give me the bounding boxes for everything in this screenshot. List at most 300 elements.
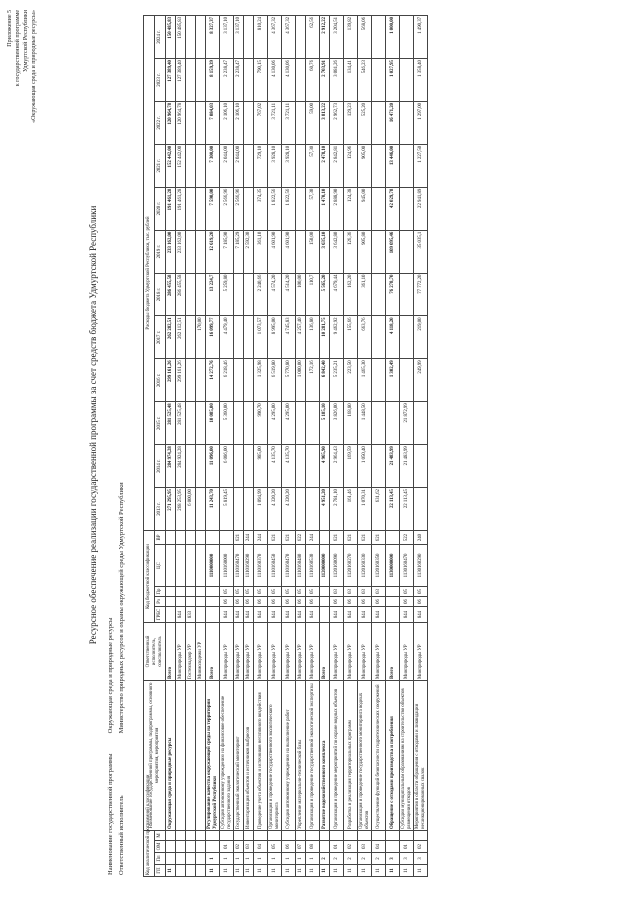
cell-expense: 262 282,51 <box>166 316 176 359</box>
cell-om: 01 <box>220 841 234 853</box>
cell-expense: 7 185,90 <box>220 230 234 273</box>
cell-gp: 11 <box>244 865 254 877</box>
cell-expense <box>244 187 254 230</box>
cell-gp: 11 <box>344 865 358 877</box>
cell-pr <box>196 587 206 597</box>
table-row <box>268 16 282 877</box>
appendix-note <box>6 10 38 260</box>
cell-name: Обращение с отходами производства и потребления <box>386 681 400 831</box>
cell-pp: 2 <box>358 853 372 865</box>
program-name-row <box>107 618 114 875</box>
cell-pp: 1 <box>282 853 296 865</box>
cell-expense: 4 295,00 <box>282 402 296 445</box>
cell-expense: 162,20 <box>344 273 358 316</box>
cell-pp: 2 <box>320 853 330 865</box>
cell-rz: 06 <box>344 597 358 607</box>
cell-expense <box>186 316 196 359</box>
cell-expense: 1 302,49 <box>386 359 400 402</box>
cell-expense: 59,00 <box>306 101 320 144</box>
cell-expense <box>244 101 254 144</box>
cell-expense <box>196 16 206 59</box>
cell-om <box>186 841 196 853</box>
cell-m <box>268 831 282 841</box>
cell-expense <box>186 144 196 187</box>
cell-expense: 2 106,10 <box>220 101 234 144</box>
cell-expense <box>296 402 306 445</box>
cell-gp: 11 <box>220 865 234 877</box>
cell-gp: 11 <box>282 865 296 877</box>
cell-rz <box>166 597 176 607</box>
cell-expense: 810,24 <box>254 16 268 59</box>
cell-cs: 1130160470 <box>400 545 414 587</box>
cell-expense <box>400 273 414 316</box>
cell-name: Организация и проведение мероприятий по охране водных объектов <box>330 681 344 831</box>
cell-om: 04 <box>372 841 386 853</box>
cell-expense: 3 928,10 <box>282 144 296 187</box>
cell-expense: 2 240,66 <box>254 273 268 316</box>
cell-expense: 60,76 <box>306 59 320 102</box>
cell-expense: 6 842,40 <box>320 359 330 402</box>
cell-expense: 2 566,96 <box>234 187 244 230</box>
year-header: 2013 г. <box>155 488 166 531</box>
cell-expense: 2 044,00 <box>220 144 234 187</box>
cell-expense: 2 478,10 <box>320 144 330 187</box>
appendix-line: «Окружающая среда и природные ресурсы» <box>31 10 37 123</box>
cell-name: Окружающая среда и природные ресурсы <box>166 681 176 831</box>
cell-expense: 1 027,95 <box>386 59 400 102</box>
table-row <box>234 16 244 877</box>
cell-m <box>296 831 306 841</box>
cell-expense <box>296 230 306 273</box>
cell-expense: 170,00 <box>196 316 206 359</box>
cell-pr <box>320 587 330 597</box>
resource-table <box>143 15 428 877</box>
table-row <box>330 16 344 877</box>
cell-m <box>320 831 330 841</box>
cell-m <box>344 831 358 841</box>
cell-cs: 1110160530 <box>306 545 320 587</box>
cell-name: Разработка и реализация территориальных программ <box>344 681 358 831</box>
cell-expense: 169,59 <box>344 445 358 488</box>
cell-rz: 06 <box>306 597 320 607</box>
expenses-header: Расходы бюджета Удмуртской Республики, тыс. рублей <box>144 16 155 531</box>
cell-resp: Всего <box>386 623 400 681</box>
cell-resp: Минприроды УР <box>282 623 296 681</box>
cell-om <box>176 841 186 853</box>
table-row <box>206 16 220 877</box>
cell-grbs: 844 <box>296 607 306 623</box>
cell-expense <box>196 359 206 402</box>
cell-vr: 621 <box>372 531 386 545</box>
cell-expense <box>296 16 306 59</box>
cell-pp: 2 <box>344 853 358 865</box>
appendix-line: к государственной программе <box>15 10 21 87</box>
cell-gp: 11 <box>306 865 320 877</box>
cell-vr <box>320 531 330 545</box>
cell-expense <box>372 445 386 488</box>
cell-vr: 240 <box>414 531 428 545</box>
cell-vr: 244 <box>244 531 254 545</box>
cell-expense <box>234 488 244 531</box>
cell-expense: 13 224,7 <box>206 273 220 316</box>
cell-rz <box>386 597 400 607</box>
cell-cs: 1110160470 <box>234 545 244 587</box>
cell-m <box>254 831 268 841</box>
cell-expense: 10 085,00 <box>206 402 220 445</box>
cell-cs: 1120160090 <box>330 545 344 587</box>
cell-expense: 4 130,06 <box>268 59 282 102</box>
cell-expense: 729,10 <box>254 144 268 187</box>
vr-header: ВР <box>155 531 166 545</box>
cell-expense: 4 295,00 <box>268 402 282 445</box>
cell-expense: 3 721,11 <box>268 101 282 144</box>
cell-expense: 5 819,45 <box>220 488 234 531</box>
cell-expense: 191 461,28 <box>166 187 176 230</box>
cell-m <box>330 831 344 841</box>
cell-expense: 3 635,10 <box>320 230 330 273</box>
cell-expense: 2 238,47 <box>234 59 244 102</box>
cell-expense: 13 446,00 <box>386 144 400 187</box>
cell-expense <box>186 59 196 102</box>
cell-name: Субсидия автономному учреждению на выполнение работ <box>282 681 296 831</box>
cell-pr: 05 <box>296 587 306 597</box>
om-header: ОМ <box>155 841 166 853</box>
cell-expense: 6 000,00 <box>186 488 196 531</box>
cell-expense: 1 448,50 <box>358 402 372 445</box>
table-row <box>282 16 296 877</box>
cell-expense <box>186 16 196 59</box>
cell-expense: 4 745,83 <box>282 316 296 359</box>
cell-m <box>358 831 372 841</box>
cell-expense: 3 721,11 <box>282 101 296 144</box>
cell-expense <box>296 144 306 187</box>
cell-m <box>400 831 414 841</box>
cell-rz: 06 <box>244 597 254 607</box>
cell-cs: 1110160000 <box>220 545 234 587</box>
cell-expense <box>306 445 320 488</box>
cell-expense: 1 094,99 <box>254 488 268 531</box>
cell-expense <box>196 144 206 187</box>
cell-grbs: 844 <box>244 607 254 623</box>
cell-rz <box>186 597 196 607</box>
cell-rz <box>320 597 330 607</box>
cell-om <box>320 841 330 853</box>
cell-expense <box>186 187 196 230</box>
cell-expense: 4 951,20 <box>320 488 330 531</box>
table-row <box>320 16 330 877</box>
table-row <box>296 16 306 877</box>
cell-om: 06 <box>282 841 296 853</box>
cell-expense: 1 358,40 <box>414 59 428 102</box>
cell-expense: 35 035,1 <box>414 230 428 273</box>
cell-grbs: 844 <box>254 607 268 623</box>
cell-resp: Минприроды УР <box>296 623 306 681</box>
cell-expense: 1 227,50 <box>414 144 428 187</box>
gp-header: ГП <box>155 865 166 877</box>
cell-expense: 262 112,51 <box>176 316 186 359</box>
cell-pp <box>186 853 196 865</box>
cell-pp: 3 <box>386 853 400 865</box>
cell-m <box>244 831 254 841</box>
cell-name <box>196 681 206 831</box>
cell-expense: 286 455,58 <box>166 273 176 316</box>
cell-expense: 7 300,00 <box>206 144 220 187</box>
year-header: 2018 г. <box>155 273 166 316</box>
cell-vr <box>166 531 176 545</box>
cell-resp: Всего <box>206 623 220 681</box>
cell-om <box>166 841 176 853</box>
cell-grbs: 844 <box>358 607 372 623</box>
cell-expense <box>414 402 428 445</box>
cell-expense: 546,23 <box>358 59 372 102</box>
cell-grbs: 844 <box>306 607 320 623</box>
cell-expense: 4 601,90 <box>282 230 296 273</box>
cell-expense: 4 601,90 <box>268 230 282 273</box>
cell-pp: 1 <box>306 853 320 865</box>
cell-expense: 233 162,00 <box>176 230 186 273</box>
cell-cs: 1130000000 <box>386 545 400 587</box>
cell-m <box>176 831 186 841</box>
cell-rz: 06 <box>296 597 306 607</box>
cell-expense <box>414 445 428 488</box>
cell-expense: 9 462,92 <box>330 316 344 359</box>
cell-resp: Минприроды УР <box>400 623 414 681</box>
program-name-label: Наименование государственной программы <box>107 753 114 875</box>
cell-expense: 161,46 <box>344 488 358 531</box>
cell-pp: 2 <box>330 853 344 865</box>
cell-expense <box>400 101 414 144</box>
cell-expense: 8 327,37 <box>206 16 220 59</box>
cell-resp: Всего <box>166 623 176 681</box>
cell-expense <box>400 187 414 230</box>
cell-expense: 2 044,00 <box>234 144 244 187</box>
cell-expense: 120 964,78 <box>166 101 176 144</box>
cell-expense: 1 822,56 <box>282 187 296 230</box>
cell-grbs: 833 <box>186 607 196 623</box>
cell-expense: 57,30 <box>306 187 320 230</box>
cell-pr: 03 <box>372 587 386 597</box>
cell-gp: 11 <box>330 865 344 877</box>
cell-expense <box>296 59 306 102</box>
cell-expense: 5 235,21 <box>330 359 344 402</box>
cell-m <box>186 831 196 841</box>
cell-cs <box>176 545 186 587</box>
cell-cs: 1110160450 <box>268 545 282 587</box>
cell-expense <box>244 316 254 359</box>
year-header: 2022 г. <box>155 101 166 144</box>
cell-expense: 525,20 <box>358 101 372 144</box>
cell-name: Проведение учета объектов и источников негативного воздействия <box>254 681 268 831</box>
cell-expense: 150 485,83 <box>176 16 186 59</box>
cell-vr: 621 <box>358 531 372 545</box>
cell-expense: 168,80 <box>344 402 358 445</box>
year-header: 2014 г. <box>155 445 166 488</box>
cell-expense <box>306 488 320 531</box>
cell-expense: 568,06 <box>358 16 372 59</box>
cell-rz: 06 <box>254 597 268 607</box>
cell-expense: 2 238,47 <box>220 59 234 102</box>
cell-vr <box>196 531 206 545</box>
cell-name: Организация и проведение государственной экологической экспертизы <box>306 681 320 831</box>
cell-pp: 1 <box>244 853 254 865</box>
cell-pr: 05 <box>254 587 268 597</box>
cell-grbs: 844 <box>234 607 244 623</box>
cell-expense <box>372 59 386 102</box>
cell-expense: 76 278,70 <box>386 273 400 316</box>
cell-resp: Минмолодежи УР <box>196 623 206 681</box>
cell-expense: 10 281,75 <box>320 316 330 359</box>
cell-expense <box>244 402 254 445</box>
cell-gp <box>196 865 206 877</box>
cell-name: Регулирование качества окружающей среды на территории Удмуртской Республики <box>206 681 220 831</box>
cell-name: Развитие водохозяйственного комплекса <box>320 681 330 831</box>
cell-name <box>176 681 186 831</box>
cell-pp: 1 <box>234 853 244 865</box>
cell-expense: 8 995,00 <box>268 316 282 359</box>
cell-expense <box>196 230 206 273</box>
name-header: Наименование государственной программы, подпрограммы, основного мероприятия, мероприятия <box>144 681 166 831</box>
cell-cs: 1120000000 <box>320 545 330 587</box>
cell-cs <box>166 545 176 587</box>
cell-expense: 284 924,28 <box>176 445 186 488</box>
cell-vr: 622 <box>296 531 306 545</box>
cell-grbs: 844 <box>282 607 296 623</box>
cell-expense: 4 574,20 <box>268 273 282 316</box>
cell-expense: 16 471,20 <box>386 101 400 144</box>
cell-pp: 1 <box>268 853 282 865</box>
cell-rz <box>196 597 206 607</box>
cell-vr: 522 <box>400 531 414 545</box>
cell-expense <box>372 359 386 402</box>
cell-expense <box>306 402 320 445</box>
cell-expense: 1 000,00 <box>386 16 400 59</box>
cell-expense: 124,38 <box>344 187 358 230</box>
cell-grbs: 844 <box>176 607 186 623</box>
cell-grbs <box>320 607 330 623</box>
table-row <box>254 16 268 877</box>
cell-expense: 134,41 <box>344 59 358 102</box>
cell-om <box>196 841 206 853</box>
cell-expense <box>400 230 414 273</box>
cell-expense <box>196 59 206 102</box>
cell-expense: 5 770,80 <box>282 359 296 402</box>
cell-om: 07 <box>296 841 306 853</box>
cell-name: Осуществление функций безопасности гидротехнических сооружений <box>372 681 386 831</box>
cell-name: Государственный экологический мониторинг <box>234 681 244 831</box>
table-row <box>166 16 176 877</box>
table-row <box>306 16 320 877</box>
cell-expense: 4 320,20 <box>282 488 296 531</box>
cell-vr: 621 <box>234 531 244 545</box>
cell-expense: 3 137,10 <box>220 16 234 59</box>
cell-expense: 2 962,73 <box>330 101 344 144</box>
cell-grbs: 844 <box>268 607 282 623</box>
cell-expense <box>196 445 206 488</box>
cell-expense: 985,00 <box>254 445 268 488</box>
cell-om: 03 <box>244 841 254 853</box>
cell-pp: 3 <box>400 853 414 865</box>
cell-expense <box>372 144 386 187</box>
cell-rz: 06 <box>330 597 344 607</box>
cell-expense: 22 113,45 <box>400 488 414 531</box>
cell-pr <box>386 587 400 597</box>
cell-pp <box>196 853 206 865</box>
cell-expense <box>234 316 244 359</box>
cell-m <box>234 831 244 841</box>
cell-expense: 1 297,00 <box>414 101 428 144</box>
cell-m <box>282 831 296 841</box>
year-header: 2015 г. <box>155 402 166 445</box>
cell-expense: 1 000,00 <box>296 359 306 402</box>
cell-expense: 7 185,29 <box>234 230 244 273</box>
cell-expense: 1 325,98 <box>254 359 268 402</box>
cell-pp: 1 <box>296 853 306 865</box>
cell-expense: 139,82 <box>344 16 358 59</box>
appendix-line: Удмуртской Республики <box>23 10 29 72</box>
cell-expense <box>372 230 386 273</box>
cell-grbs <box>386 607 400 623</box>
cell-resp: Минприроды УР <box>344 623 358 681</box>
cell-expense <box>296 101 306 144</box>
cell-expense <box>244 273 254 316</box>
cell-expense: 150 485,83 <box>166 16 176 59</box>
cell-vr: 621 <box>282 531 296 545</box>
cell-expense: 22 113,45 <box>386 488 400 531</box>
cell-expense: 271 295,95 <box>166 488 176 531</box>
cell-pr: 05 <box>220 587 234 597</box>
cell-rz: 06 <box>220 597 234 607</box>
cell-expense: 286 455,58 <box>176 273 186 316</box>
cell-expense: 3 928,10 <box>268 144 282 187</box>
cell-pr: 05 <box>400 587 414 597</box>
cell-expense <box>296 187 306 230</box>
cell-gp: 11 <box>206 865 220 877</box>
cell-expense: 126,36 <box>344 230 358 273</box>
cell-expense: 5 565,20 <box>320 273 330 316</box>
cell-expense: 4 965,90 <box>320 445 330 488</box>
cell-cs <box>196 545 206 587</box>
cell-vr: 244 <box>254 531 268 545</box>
cell-expense: 281 525,48 <box>166 402 176 445</box>
cell-expense: 374,35 <box>254 187 268 230</box>
cell-grbs: 844 <box>372 607 386 623</box>
cell-expense: 2 566,96 <box>220 187 234 230</box>
program-name-value: Окружающая среда и природные ресурсы <box>107 617 114 734</box>
cell-expense: 299 161,26 <box>176 359 186 402</box>
cell-cs: 1110160480 <box>296 545 306 587</box>
cell-name: Субсидии муниципальным образованиям на строительство объектов размещения отходов <box>400 681 414 831</box>
cell-expense: 57,30 <box>306 144 320 187</box>
cell-expense <box>244 16 254 59</box>
cell-rz: 06 <box>268 597 282 607</box>
cell-expense <box>196 187 206 230</box>
cell-expense <box>244 59 254 102</box>
cell-expense: 152 442,00 <box>176 144 186 187</box>
cell-expense: 136,80 <box>306 316 320 359</box>
cell-expense: 109 095,46 <box>386 230 400 273</box>
cell-expense: 4 367,32 <box>268 16 282 59</box>
cell-expense: 4 514,20 <box>282 273 296 316</box>
cell-expense: 3 826,00 <box>330 402 344 445</box>
cell-grbs <box>166 607 176 623</box>
cell-om: 02 <box>234 841 244 853</box>
cell-pr: 05 <box>234 587 244 597</box>
cell-vr <box>386 531 400 545</box>
cell-gp: 11 <box>254 865 268 877</box>
cell-expense: 4 135,70 <box>282 445 296 488</box>
cell-rz <box>206 597 220 607</box>
cell-expense: 42 029,78 <box>386 187 400 230</box>
